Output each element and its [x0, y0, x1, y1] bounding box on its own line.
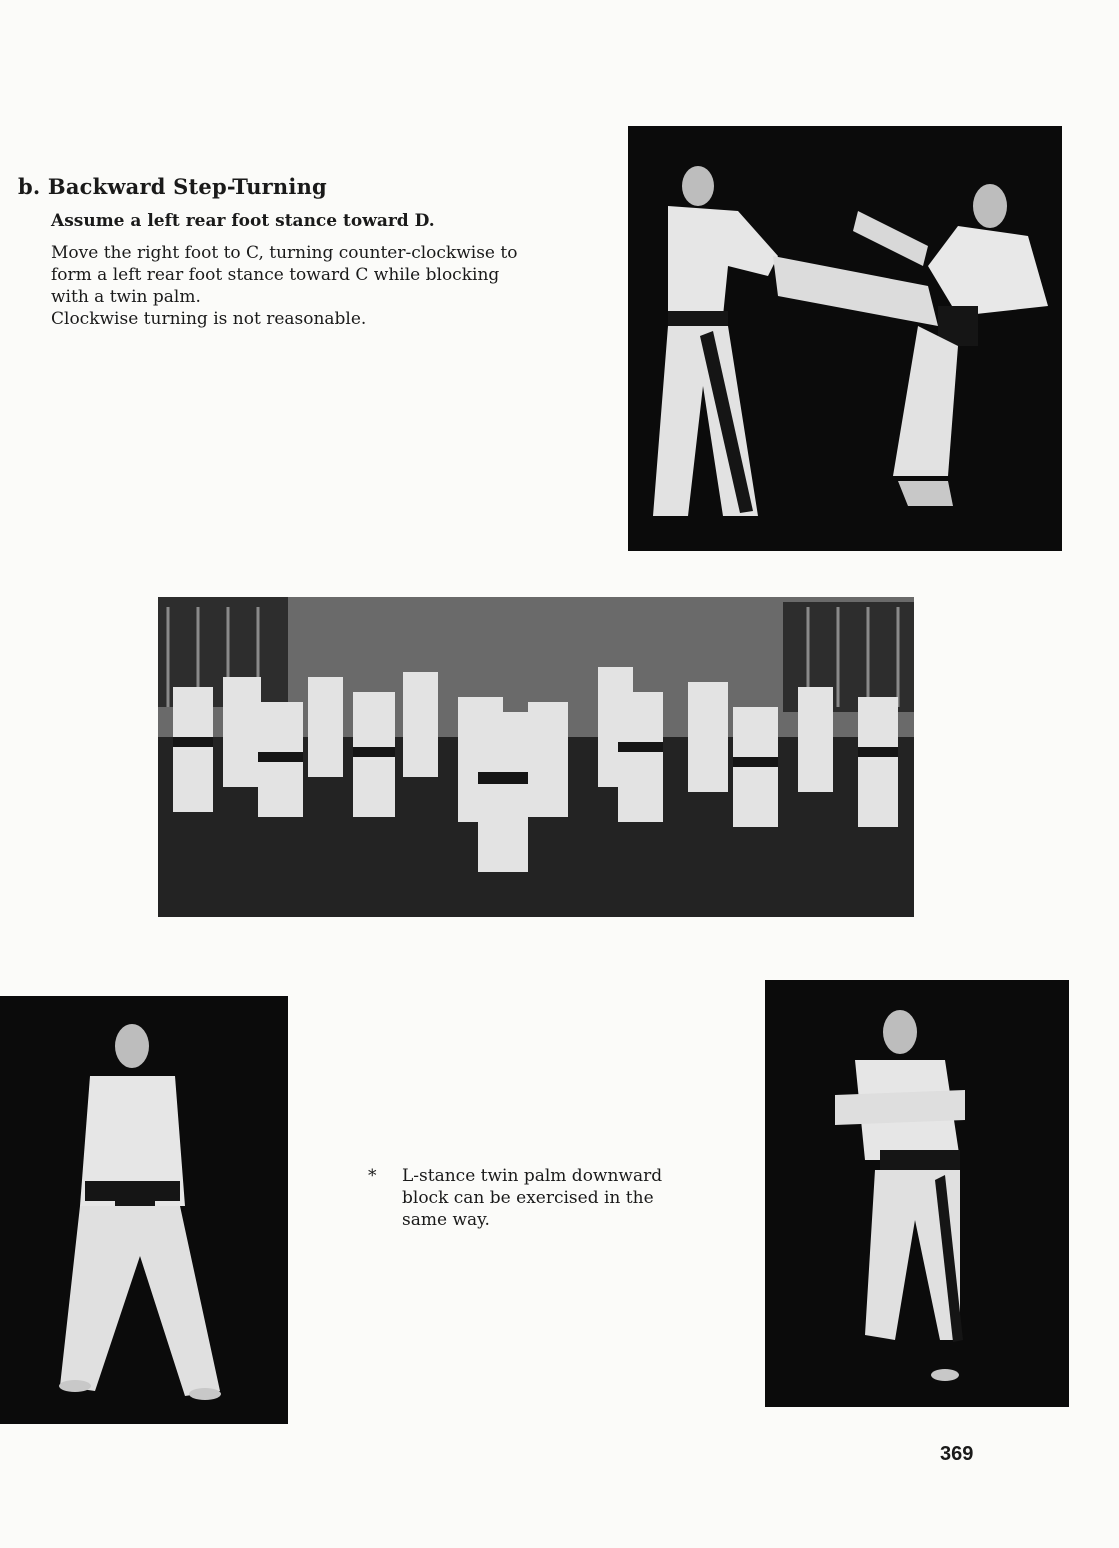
page-number: 369: [940, 1443, 974, 1465]
note: [368, 1165, 740, 1231]
section-subheading: Assume a left rear foot stance toward D.: [51, 211, 435, 231]
body-line: with a twin palm.: [51, 287, 201, 307]
class-group-photo: [158, 597, 914, 917]
note-line: L-stance twin palm downward: [402, 1166, 663, 1186]
note-line: block can be exercised in the: [402, 1188, 654, 1208]
note-line: same way.: [402, 1210, 490, 1230]
kick-demonstration-photo: [628, 126, 1062, 551]
stance-block-photo: [765, 980, 1069, 1407]
stance-front-photo: [0, 996, 288, 1424]
body-line: Clockwise turning is not reasonable.: [51, 309, 367, 329]
note-marker: *: [368, 1166, 377, 1186]
section-heading: b. Backward Step-Turning: [18, 174, 327, 199]
body-line: form a left rear foot stance toward C while blocking: [51, 265, 500, 285]
body-line: Move the right foot to C, turning counter-clockwise to: [51, 243, 518, 263]
section-body: [51, 242, 626, 330]
